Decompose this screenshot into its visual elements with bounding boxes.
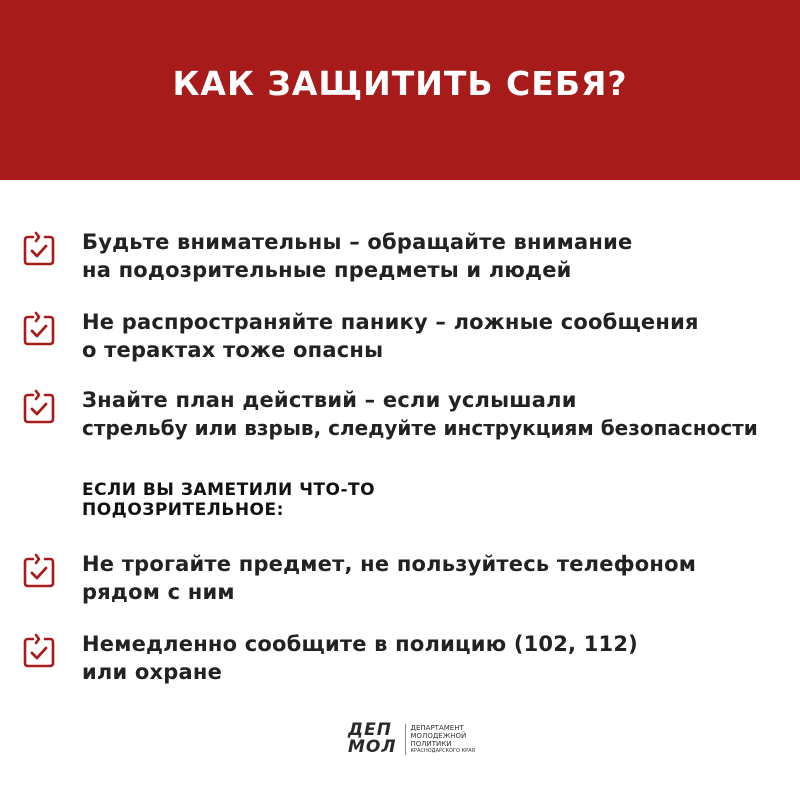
checklist-icon xyxy=(22,230,56,266)
list-item xyxy=(22,386,798,442)
list-item xyxy=(22,308,798,364)
logo-mark-line: МОЛ xyxy=(348,737,397,757)
logo-text-line: ДЕПАРТАМЕНТ xyxy=(410,723,464,732)
checklist-icon xyxy=(22,552,56,588)
action-line: Немедленно сообщите в полицию (102, 112) xyxy=(82,632,638,656)
action-text xyxy=(82,550,696,606)
logo-mark-line: ДЕП xyxy=(348,720,392,740)
action-line: Не трогайте предмет, не пользуйтесь телефоном xyxy=(82,552,697,576)
tip-text xyxy=(82,228,632,284)
tip-line: Не распространяйте панику – ложные сообщения xyxy=(82,310,699,334)
list-item xyxy=(22,228,798,284)
section-subheading xyxy=(82,480,375,520)
tip-line: Будьте внимательны – обращайте внимание xyxy=(82,230,633,254)
header-banner xyxy=(0,0,800,180)
logo-text-line: ПОЛИТИКИ xyxy=(410,739,452,748)
tip-line: о терактах тоже опасны xyxy=(82,338,384,362)
tip-line: на подозрительные предметы и людей xyxy=(82,258,572,282)
tip-text xyxy=(82,386,758,442)
list-item xyxy=(22,550,798,606)
subheading-line: ПОДОЗРИТЕЛЬНОЕ: xyxy=(82,500,284,520)
page-title: КАК ЗАЩИТИТЬ СЕБЯ? xyxy=(172,63,628,103)
list-item xyxy=(22,630,798,686)
logo-text-line: МОЛОДЕЖНОЙ xyxy=(410,731,467,740)
action-line: рядом с ним xyxy=(82,580,235,604)
tip-line: Знайте план действий – если услышали xyxy=(82,388,577,412)
logo-text xyxy=(405,724,476,755)
action-line: или охране xyxy=(82,660,223,684)
action-text xyxy=(82,630,638,686)
subheading-line: ЕСЛИ ВЫ ЗАМЕТИЛИ ЧТО-ТО xyxy=(82,480,376,500)
logo-text-line: КРАСНОДАРСКОГО КРАЯ xyxy=(410,747,476,754)
logo-mark xyxy=(348,722,397,756)
checklist-icon xyxy=(22,388,56,424)
checklist-icon xyxy=(22,310,56,346)
tip-text xyxy=(82,308,699,364)
department-logo xyxy=(348,722,475,756)
tip-line: стрельбу или взрыв, следуйте инструкциям безопасности xyxy=(82,416,758,440)
checklist-icon xyxy=(22,632,56,668)
